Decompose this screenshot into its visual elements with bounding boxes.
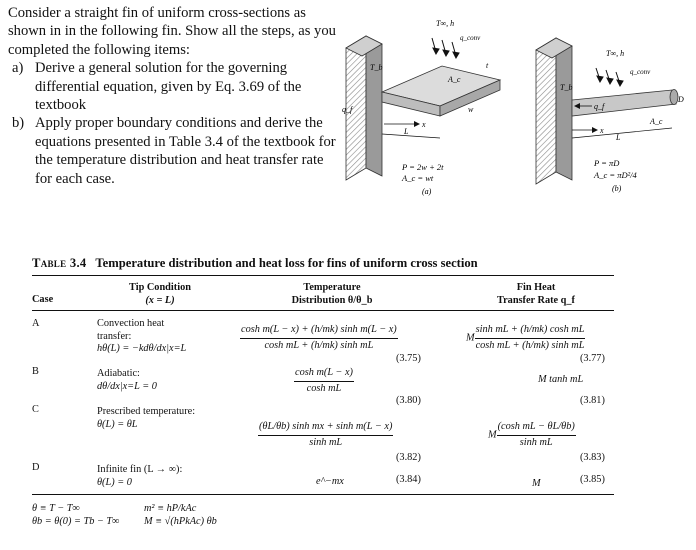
row-d-temp-eq: (3.84) [396, 474, 421, 485]
row-d-heat-eq: (3.85) [580, 474, 605, 485]
table-number: Table 3.4 [32, 256, 87, 270]
footnote-definitions-left: θ ≡ T − T∞ θb = θ(0) = Tb − T∞ [32, 503, 120, 527]
item-marker: a) [12, 60, 24, 77]
row-b-heat: M tanh mL [538, 374, 584, 385]
row-a-temp-eq: (3.75) [396, 353, 421, 364]
row-a-case: A [32, 318, 40, 329]
x-label: x [600, 126, 604, 135]
item-text: Apply proper boundary conditions and derive the equations presented in Table 3.4 of the textbook for the temperature distribution and heat transfer rate for each case. [35, 115, 336, 187]
qf-label: q_f [594, 102, 605, 111]
row-a-heat: M $\frac{\text{sinh mL + (h/mk) cosh mL}}{\text{cosh mL + (h/mk) sinh mL}}$ [466, 324, 585, 351]
row-c-heat: M $\frac{\text{(cosh mL − θL/θb)}}{\text{sinh mL}}$ [488, 421, 575, 448]
row-b-tip: Adiabatic: dθ/dx|x=L = 0 [97, 368, 157, 392]
ac-label: A_c [448, 75, 461, 84]
base-wall [536, 38, 556, 184]
pin-fin [572, 90, 676, 116]
tb-label: T_b [560, 83, 573, 92]
problem-item-b [8, 114, 338, 188]
footnote-definitions-right: m² ≡ hP/kAc M ≡ √(hPkAc) θb [144, 503, 217, 527]
item-text: Derive a general solution for the governing differential equation, given by Eq. 3.69 of the textbook [35, 60, 302, 114]
row-c-heat-eq: (3.83) [580, 452, 605, 463]
figure-caption: (a) [422, 187, 432, 196]
problem-statement [8, 4, 338, 188]
header-case: Case [32, 294, 54, 305]
item-marker: b) [12, 115, 25, 132]
table-title [32, 256, 478, 271]
table-top-rule [32, 275, 614, 276]
L-label: L [616, 133, 621, 142]
L-label: L [404, 127, 409, 136]
row-b-temp: $\frac{\text{cosh m(L − x)}}{\text{cosh mL}}$ [295, 367, 353, 394]
table-header-rule [32, 310, 614, 311]
row-c-case: C [32, 404, 39, 415]
convection-arrows [596, 68, 623, 86]
ambient-label: T∞, h [606, 49, 625, 58]
qf-label: q_f [342, 105, 353, 114]
ac-label: A_c [650, 117, 663, 126]
qconv-label: q_conv [460, 34, 481, 42]
row-c-temp: $\frac{\text{(θL/θb) sinh mx + sinh m(L − x)}}{\text{sinh mL}}$ [259, 421, 393, 448]
header-heat-rate: Fin Heat Transfer Rate q_f [497, 282, 575, 306]
problem-item-a [8, 59, 338, 114]
d-label: D [678, 95, 684, 104]
row-b-case: B [32, 366, 39, 377]
header-temperature: Temperature Distribution θ/θ_b [291, 282, 373, 306]
figure-pin-fin [532, 30, 688, 200]
area-eq: A_c = πD²/4 [594, 170, 637, 180]
perimeter-eq: P = πD [594, 158, 620, 168]
row-d-heat: M [532, 478, 541, 489]
row-b-temp-eq: (3.80) [396, 395, 421, 406]
table-caption: Temperature distribution and heat loss for fins of uniform cross section [95, 256, 478, 270]
table-bottom-rule [32, 494, 614, 495]
x-label: x [422, 120, 426, 129]
tb-label: T_b [370, 63, 383, 72]
problem-intro: Consider a straight fin of uniform cross-sections as shown in in the following fin. Show all the steps, as you completed the following items: [8, 5, 336, 58]
perimeter-eq: P = 2w + 2t [402, 162, 444, 172]
figure-caption: (b) [612, 184, 622, 193]
convection-arrows [432, 38, 459, 58]
qconv-label: q_conv [630, 68, 651, 76]
header-tip-condition: Tip Condition (x = L) [129, 282, 191, 306]
row-d-tip: Infinite fin (L → ∞): θ(L) = 0 [97, 464, 183, 488]
problem-items [8, 59, 338, 188]
t-label: t [486, 61, 489, 70]
figure-rectangular-fin [340, 8, 520, 204]
ambient-label: T∞, h [436, 19, 455, 28]
row-a-temp: $\frac{\text{cosh m(L − x) + (h/mk) sinh m(L − x)}}{\text{cosh mL + (h/mk) sinh mL}}$ [241, 324, 397, 351]
row-c-tip: Prescribed temperature: θ(L) = θL [97, 406, 196, 430]
row-a-heat-eq: (3.77) [580, 353, 605, 364]
area-eq: A_c = wt [402, 173, 434, 183]
row-d-temp: e^−mx [316, 476, 344, 487]
row-c-temp-eq: (3.82) [396, 452, 421, 463]
row-b-heat-eq: (3.81) [580, 395, 605, 406]
row-d-case: D [32, 462, 40, 473]
row-a-tip: Convection heat transfer: hθ(L) = −kdθ/dx|x=L [97, 318, 187, 354]
w-label: w [468, 105, 474, 114]
